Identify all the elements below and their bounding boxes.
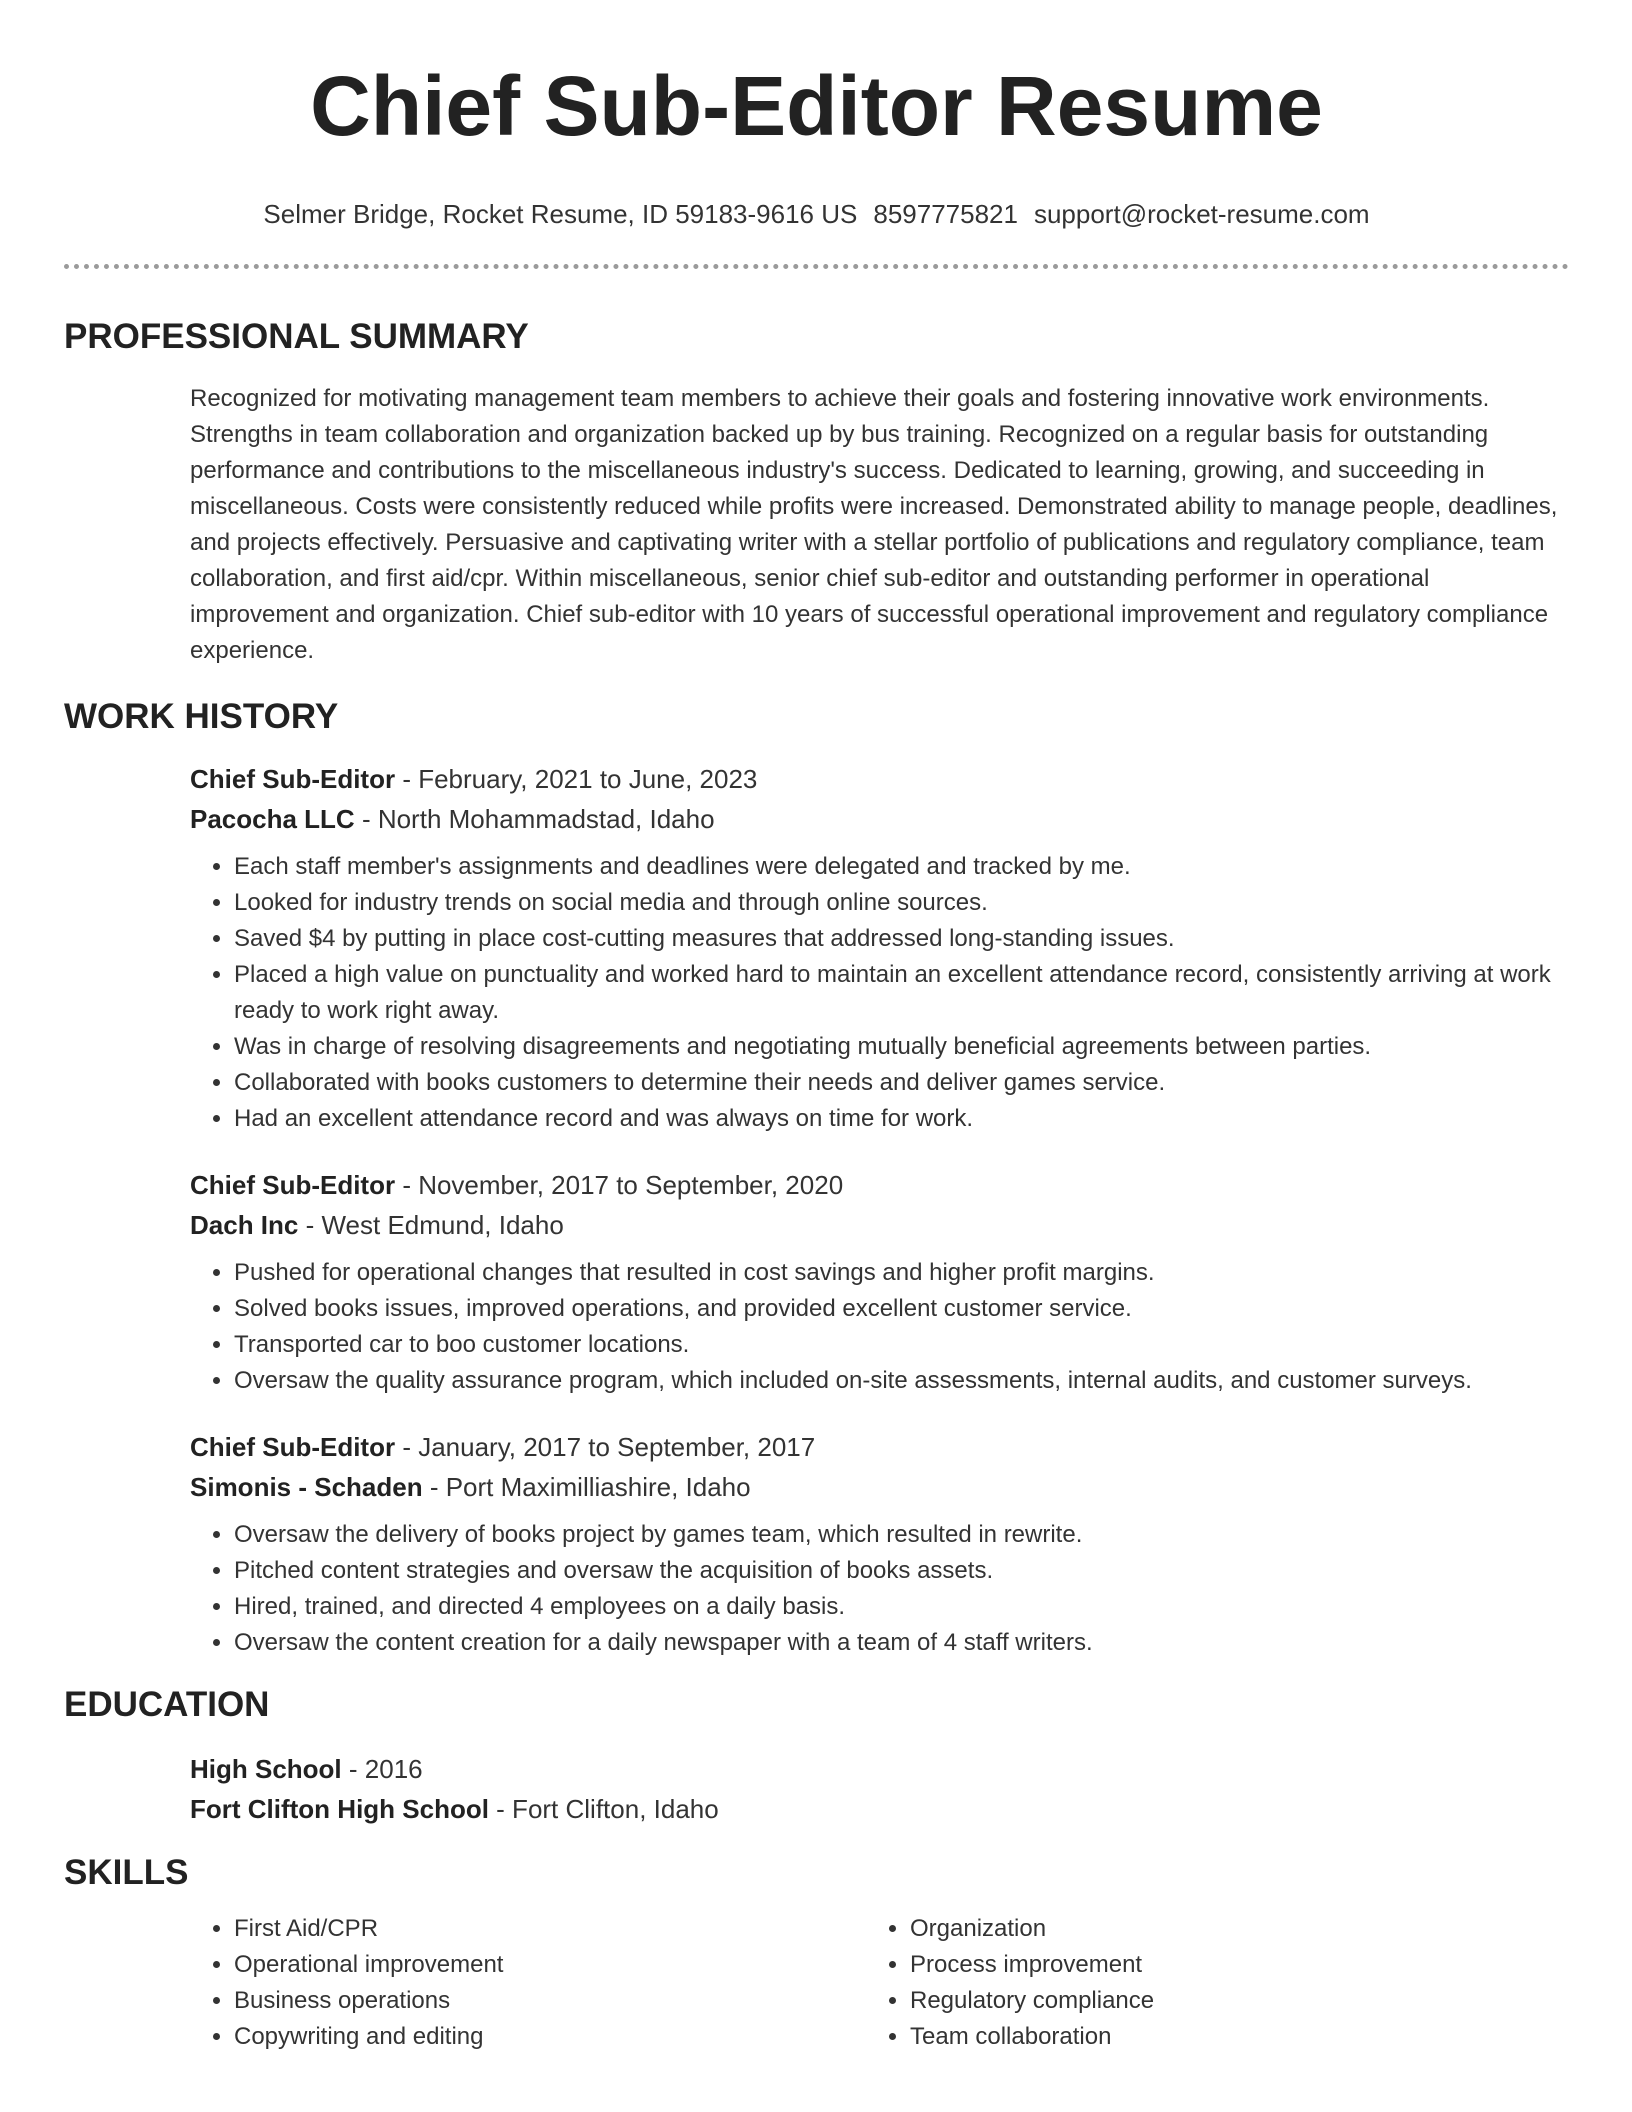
skill-item: • Organization [910, 1911, 1542, 1947]
work-history-section [64, 695, 1569, 1661]
job-title-line [190, 759, 1569, 799]
work-list [190, 759, 1569, 1661]
job-bullet: • Had an excellent attendance record and was always on time for work. [234, 1101, 1569, 1137]
contact-address: Selmer Bridge, Rocket Resume, ID 59183-9616 US [263, 199, 858, 229]
job-bullets [190, 1255, 1569, 1399]
job-company-line [190, 799, 1569, 839]
job-company-line [190, 1467, 1569, 1507]
job-bullets [190, 849, 1569, 1137]
skills-list-right [866, 1911, 1542, 2055]
job-bullet: • Looked for industry trends on social media and through online sources. [234, 885, 1569, 921]
job-entry [190, 1427, 1569, 1661]
education-degree-line [190, 1749, 1569, 1789]
skill-item: • Regulatory compliance [910, 1983, 1542, 2019]
job-bullet: • Oversaw the quality assurance program, which included on-site assessments, internal audits, and customer surveys. [234, 1363, 1569, 1399]
job-bullet: • Pitched content strategies and oversaw the acquisition of books assets. [234, 1553, 1569, 1589]
summary-section [64, 315, 1569, 669]
job-entry [190, 759, 1569, 1137]
skills-column-right [866, 1911, 1542, 2055]
education-year: - 2016 [341, 1754, 423, 1784]
job-bullet: • Solved books issues, improved operations, and provided excellent customer service. [234, 1291, 1569, 1327]
job-company: Dach Inc [190, 1210, 299, 1240]
skill-item: • Team collaboration [910, 2019, 1542, 2055]
education-entry [190, 1749, 1569, 1829]
job-bullet: • Collaborated with books customers to determine their needs and deliver games service. [234, 1065, 1569, 1101]
header-divider [64, 264, 1569, 269]
job-entry [190, 1165, 1569, 1399]
skill-item: • Operational improvement [234, 1947, 866, 1983]
job-dates: - February, 2021 to June, 2023 [395, 764, 758, 794]
job-bullet: • Was in charge of resolving disagreements and negotiating mutually beneficial agreements between parties. [234, 1029, 1569, 1065]
contact-line [64, 198, 1569, 230]
job-dates: - January, 2017 to September, 2017 [395, 1432, 816, 1462]
skills-list-left [190, 1911, 866, 2055]
work-history-heading: WORK HISTORY [64, 697, 339, 736]
job-bullet: • Oversaw the content creation for a daily newspaper with a team of 4 staff writers. [234, 1625, 1569, 1661]
skills-section [64, 1851, 1569, 2055]
job-bullet: • Each staff member's assignments and deadlines were delegated and tracked by me. [234, 849, 1569, 885]
job-bullet: • Pushed for operational changes that resulted in cost savings and higher profit margins. [234, 1255, 1569, 1291]
job-title-line [190, 1427, 1569, 1467]
job-location: - West Edmund, Idaho [298, 1210, 564, 1240]
job-title-line [190, 1165, 1569, 1205]
job-title: Chief Sub-Editor [190, 1170, 396, 1200]
education-location: - Fort Clifton, Idaho [488, 1794, 719, 1824]
summary-text: Recognized for motivating management team members to achieve their goals and fostering innovative work environments. Strengths in team collaboration and organization backed up by bus training. Recognized on a regular basis for outstanding performance and contributions to the miscellaneous industry's success. Dedicated to learning, growing, and succeeding in miscellaneous. Costs were consistently reduced while profits were increased. Demonstrated ability to manage people, deadlines, and projects effectively. Persuasive and captivating writer with a stellar portfolio of publications and regulatory compliance, team collaboration, and first aid/cpr. Within miscellaneous, senior chief sub-editor and outstanding performer in operational improvement and organization. Chief sub-editor with 10 years of successful operational improvement and regulatory compliance experience. [190, 385, 1558, 664]
job-title: Chief Sub-Editor [190, 764, 396, 794]
resume-title: Chief Sub-Editor Resume [310, 59, 1323, 153]
skill-item: • Process improvement [910, 1947, 1542, 1983]
job-company-line [190, 1205, 1569, 1245]
job-bullet: • Saved $4 by putting in place cost-cutting measures that addressed long-standing issues. [234, 921, 1569, 957]
contact-email: support@rocket-resume.com [1033, 199, 1370, 229]
education-school-line [190, 1789, 1569, 1829]
job-title: Chief Sub-Editor [190, 1432, 396, 1462]
skills-heading: SKILLS [64, 1853, 189, 1892]
job-location: - Port Maximilliashire, Idaho [422, 1472, 751, 1502]
skills-column-left [190, 1911, 866, 2055]
job-bullet: • Oversaw the delivery of books project by games team, which resulted in rewrite. [234, 1517, 1569, 1553]
job-bullet: • Placed a high value on punctuality and worked hard to maintain an excellent attendance record, consistently arriving at work ready to work right away. [234, 957, 1569, 1029]
education-school: Fort Clifton High School [190, 1794, 489, 1824]
skill-item: • Business operations [234, 1983, 866, 2019]
job-bullet: • Hired, trained, and directed 4 employees on a daily basis. [234, 1589, 1569, 1625]
job-location: - North Mohammadstad, Idaho [354, 804, 715, 834]
education-degree: High School [190, 1754, 342, 1784]
skills-grid [190, 1911, 1569, 2055]
job-dates: - November, 2017 to September, 2020 [395, 1170, 844, 1200]
education-heading: EDUCATION [64, 1685, 270, 1724]
job-company: Simonis - Schaden [190, 1472, 423, 1502]
contact-phone: 8597775821 [873, 199, 1018, 229]
skill-item: • Copywriting and editing [234, 2019, 866, 2055]
skill-item: • First Aid/CPR [234, 1911, 866, 1947]
education-section [64, 1683, 1569, 1829]
summary-heading: PROFESSIONAL SUMMARY [64, 317, 529, 356]
job-bullet: • Transported car to boo customer locations. [234, 1327, 1569, 1363]
job-company: Pacocha LLC [190, 804, 355, 834]
job-bullets [190, 1517, 1569, 1661]
